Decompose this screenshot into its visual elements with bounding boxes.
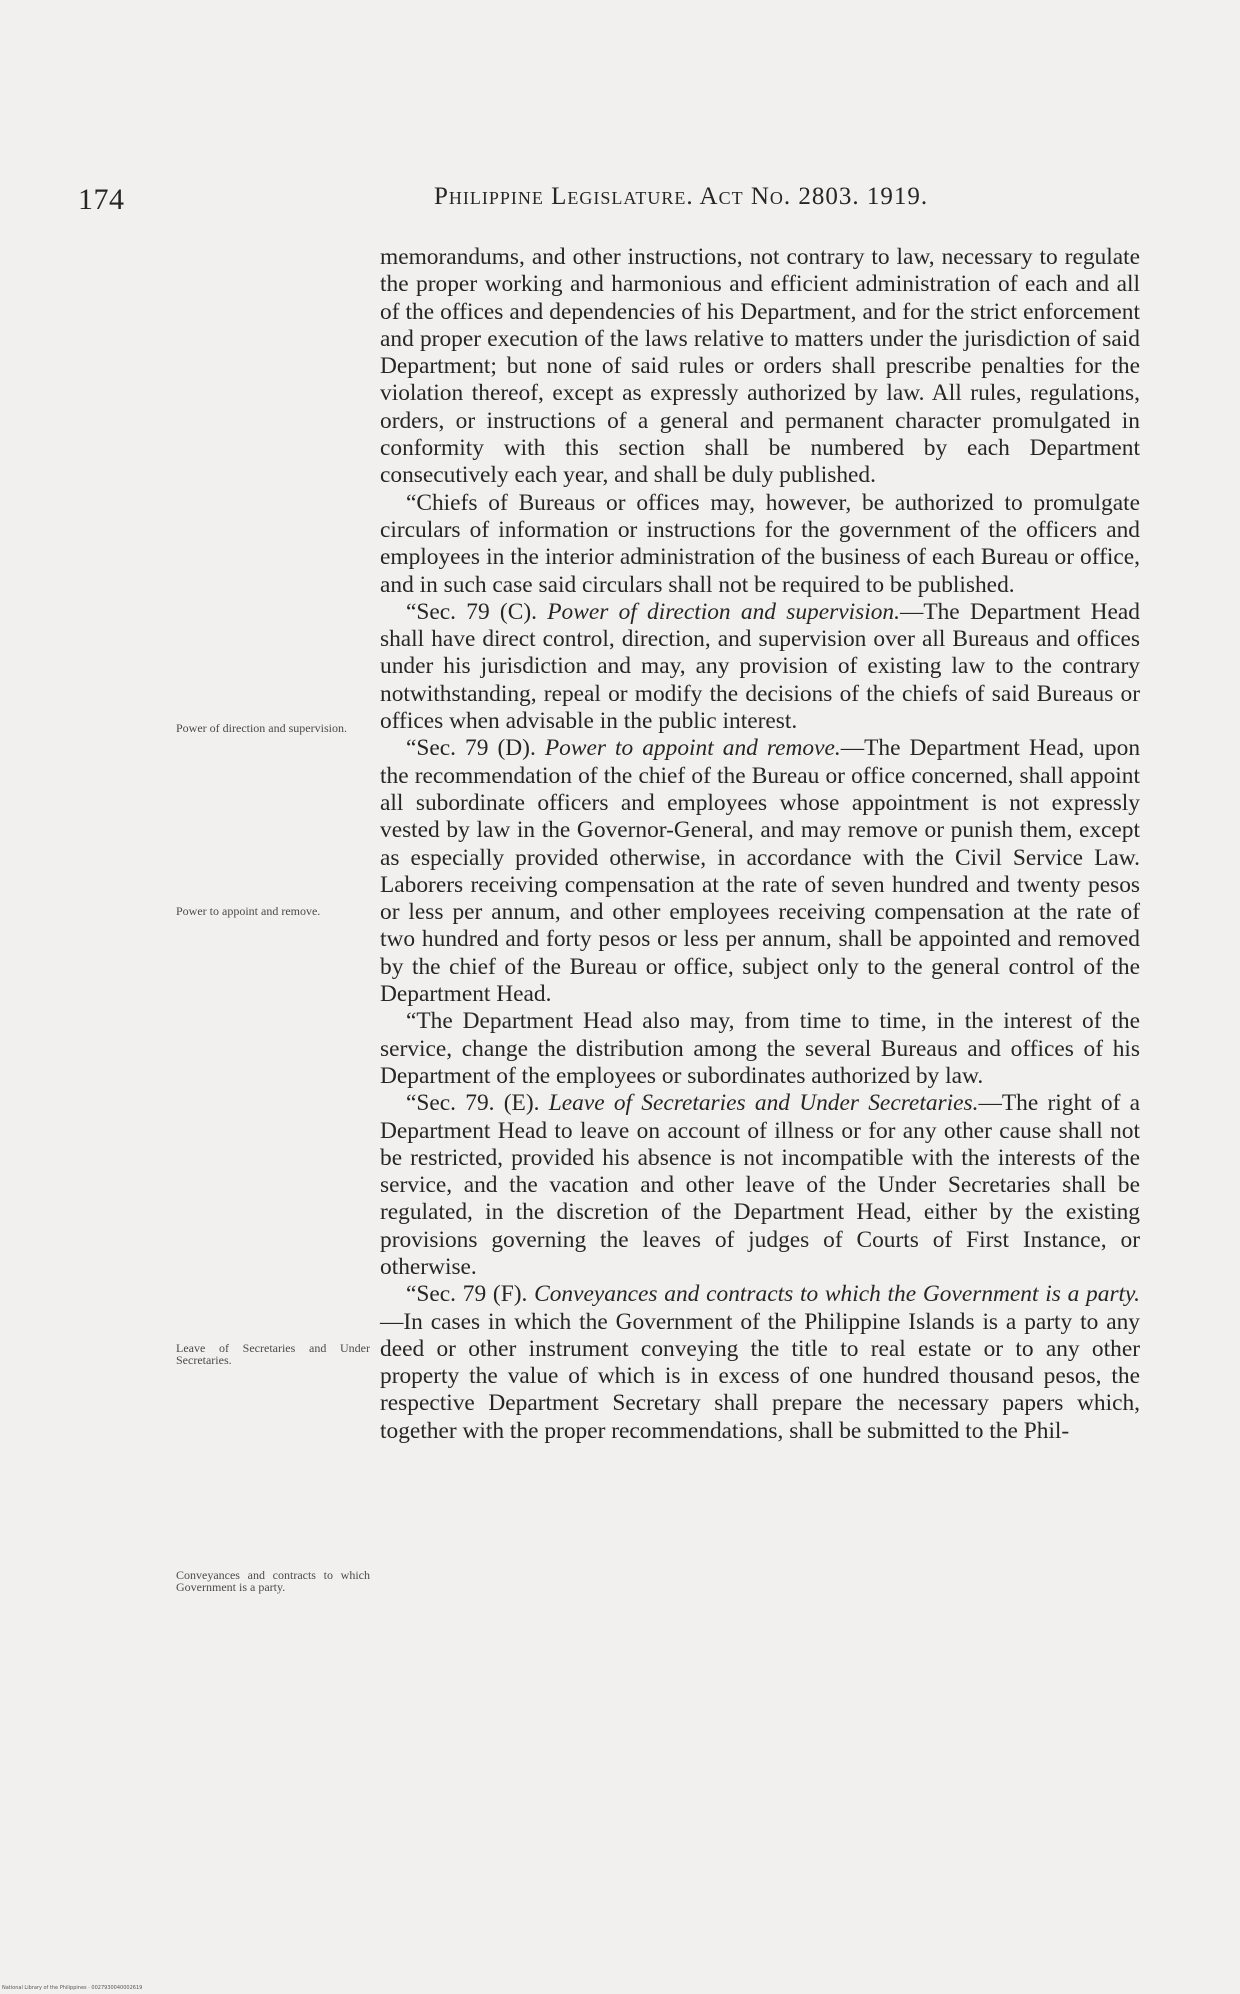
section-heading: Power of direction and supervision. <box>547 598 900 625</box>
section-number: “Sec. 79. (E). <box>406 1090 540 1117</box>
section-79-d <box>380 735 1140 1008</box>
scan-footer-text: National Library of the Philippines · 0027930040002619 <box>2 1985 143 1991</box>
margin-note-conveyances: Conveyances and contracts to which Government is a party. <box>176 1568 370 1594</box>
body-text <box>380 244 1140 1445</box>
paragraph-department-head: “The Department Head also may, from time to time, in the interest of the service, change the distribution among the several Bureaus and offices of his Department of the employees or subordinates authorized by law. <box>380 1008 1140 1089</box>
section-number: “Sec. 79 (D). <box>406 735 536 762</box>
section-heading: Power to appoint and remove. <box>544 735 841 762</box>
section-number: “Sec. 79 (F). <box>406 1281 528 1308</box>
section-79-e <box>380 1090 1140 1281</box>
paragraph-chiefs-of-bureaus: “Chiefs of Bureaus or offices may, however, be authorized to promulgate circulars of information or instructions for the government of the officers and employees in the interior administration of the business of each Bureau or office, and in such case said circulars shall not be required to be published. <box>380 489 1140 598</box>
paragraph-memorandums: memorandums, and other instructions, not contrary to law, necessary to regulate the proper working and harmonious and efficient administration of each and all of the offices and dependencies of his Department, and for the strict enforcement and proper execution of the laws relative to matters under the jurisdiction of said Department; but none of said rules or orders shall prescribe penalties for the violation thereof, except as expressly authorized by law. All rules, regulations, orders, or instructions of a general and permanent character promulgated in conformity with this section shall be numbered by each Department consecutively each year, and shall be duly published. <box>380 244 1140 489</box>
section-79-c <box>380 599 1140 735</box>
section-79-f <box>380 1281 1140 1445</box>
margin-note-power-of-direction: Power of direction and supervision. <box>176 721 347 735</box>
section-number: “Sec. 79 (C). <box>406 598 537 625</box>
section-text: —The right of a Department Head to leave on account of illness or for any other cause shall not be restricted, provided his absence is not incompatible with the interests of the service, and the vacation and other leave of the Under Secretaries shall be regulated, in the discretion of the Department Head, either by the existing provisions governing the leaves of judges of Courts of First Instance, or otherwise. <box>380 1090 1141 1280</box>
running-head: Philippine Legislature. Act No. 2803. 1919. <box>434 183 929 210</box>
section-text: —In cases in which the Government of the Philippine Islands is a party to any deed or other instrument conveying the title to real estate or to any other property the value of which is in excess of one hundred thousand pesos, the respective Department Secretary shall prepare the necessary papers which, together with the proper recommendations, shall be submitted to the Phil- <box>380 1308 1140 1444</box>
margin-note-leave: Leave of Secretaries and Under Secretaries. <box>176 1341 370 1367</box>
section-text: —The Department Head shall have direct control, direction, and supervision over all Bureaus and offices under his jurisdiction and may, any provision of existing law to the contrary notwithstanding, repeal or modify the decisions of the chiefs of said Bureaus or offices when advisable in the public interest. <box>380 598 1140 735</box>
page-number: 174 <box>78 183 125 216</box>
margin-note-power-to-appoint: Power to appoint and remove. <box>176 904 321 918</box>
section-text: —The Department Head, upon the recommendation of the chief of the Bureau or office concerned, shall appoint all subordinate officers and employees whose appointment is not expressly vested by law in the Governor-General, and may remove or punish them, except as especially provided otherwise, in accordance with the Civil Service Law. Laborers receiving compensation at the rate of seven hundred and twenty pesos or less per annum, and other employees receiving compensation at the rate of two hundred and forty pesos or less per annum, shall be appointed and removed by the chief of the Bureau or office, subject only to the general control of the Department Head. <box>380 735 1141 1008</box>
section-heading: Leave of Secretaries and Under Secretaries. <box>548 1090 979 1117</box>
section-heading: Conveyances and contracts to which the Government is a party. <box>534 1281 1140 1308</box>
